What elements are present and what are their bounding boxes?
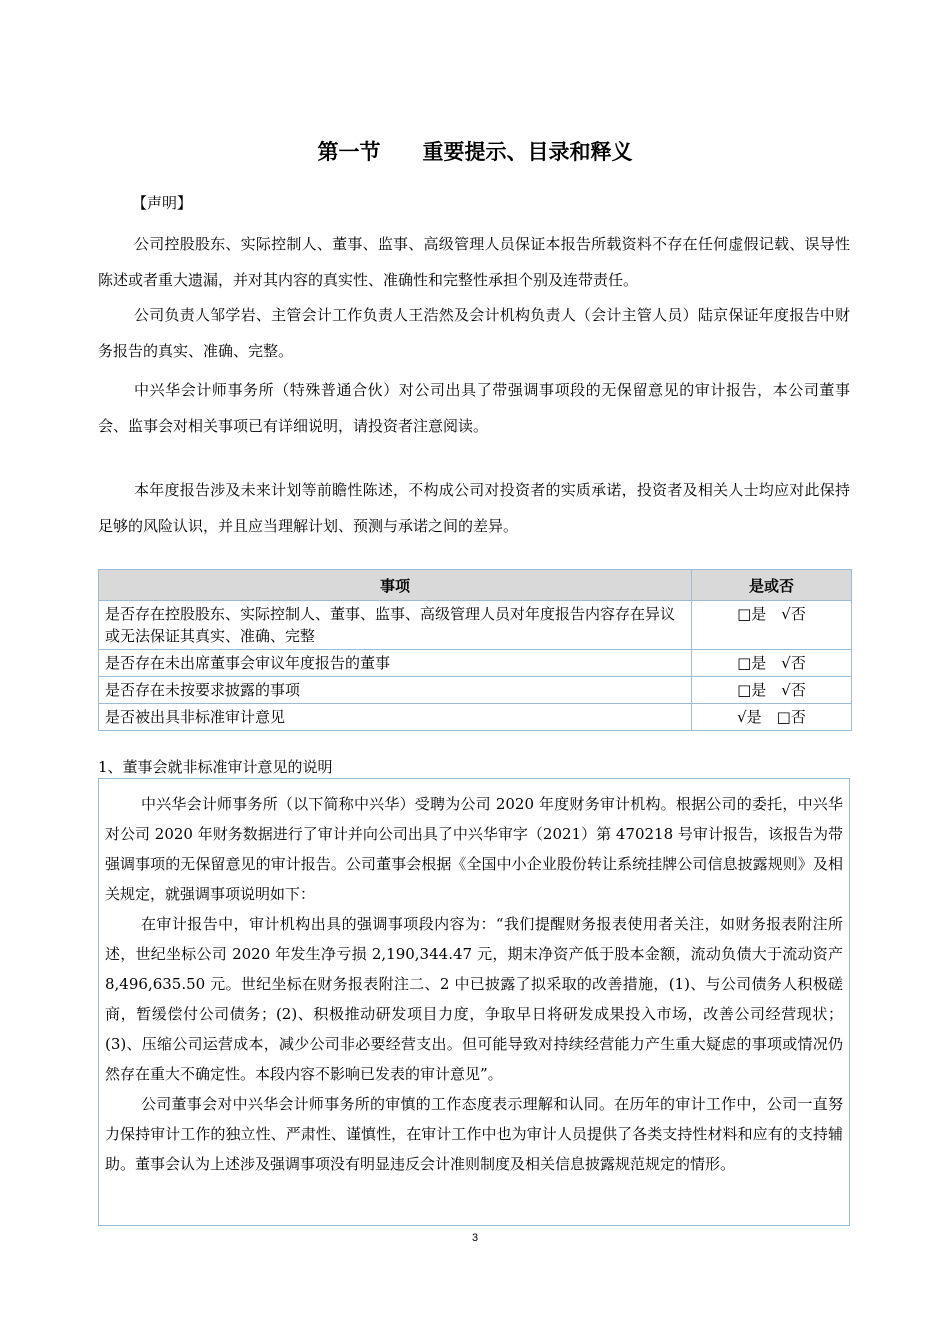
table-row [99,601,852,650]
matters-table [98,569,852,731]
row-item: 是否存在未按要求披露的事项 [99,677,692,704]
statement-label: 【声明】 [132,194,193,212]
explanation-paragraph: 公司董事会对中兴华会计师事务所的审慎的工作态度表示理解和认同。在历年的审计工作中，公司一直努力保持审计工作的独立性、严肃性、谨慎性，在审计工作中也为审计人员提供了各类支持性材料和应有的支持辅助。董事会认为上述涉及强调事项没有明显违反会计准则制度及相关信息披露规范规定的情形。 [105,1095,843,1173]
paragraph-auditor-opinion: 中兴华会计师事务所（特殊普通合伙）对公司出具了带强调事项段的无保留意见的审计报告，本公司董事会、监事会对相关事项已有详细说明，请投资者注意阅读。 [98,381,850,435]
paragraph-forward-looking: 本年度报告涉及未来计划等前瞻性陈述，不构成公司对投资者的实质承诺，投资者及相关人士均应对此保持足够的风险认识，并且应当理解计划、预测与承诺之间的差异。 [98,481,850,535]
explanation-heading: 1、董事会就非标准审计意见的说明 [98,758,333,776]
row-item: 是否存在未出席董事会审议年度报告的董事 [99,650,692,677]
header-answer: 是或否 [692,570,852,601]
table-row [99,650,852,677]
table-header-row [99,570,852,601]
explanation-paragraph: 中兴华会计师事务所（以下简称中兴华）受聘为公司 2020 年度财务审计机构。根据公司的委托，中兴华对公司 2020 年财务数据进行了审计并向公司出具了中兴华审字（2021）第 470218 号审计报告，该报告为带强调事项的无保留意见的审计报告。公司董事会根据《全国中小企业股份转让系统挂牌公司信息披露规则》及相关规定，就强调事项说明如下： [105,795,843,903]
page-number: 3 [471,1232,479,1244]
paragraph-responsible-persons: 公司负责人邹学岩、主管会计工作负责人王浩然及会计机构负责人（会计主管人员）陆京保证年度报告中财务报告的真实、准确、完整。 [98,306,850,360]
section-title: 第一节 重要提示、目录和释义 [317,140,633,164]
table-row [99,677,852,704]
row-item: 是否存在控股股东、实际控制人、董事、监事、高级管理人员对年度报告内容存在异议或无法保证其真实、准确、完整 [99,601,692,650]
row-answer: □是 √否 [692,601,852,650]
row-item: 是否被出具非标准审计意见 [99,704,692,731]
row-answer: √是 □否 [692,704,852,731]
paragraph-guarantee: 公司控股股东、实际控制人、董事、监事、高级管理人员保证本报告所载资料不存在任何虚假记载、误导性陈述或者重大遗漏，并对其内容的真实性、准确性和完整性承担个别及连带责任。 [98,235,850,289]
explanation-box [98,778,850,1226]
table-row [99,704,852,731]
row-answer: □是 √否 [692,677,852,704]
row-answer: □是 √否 [692,650,852,677]
header-item: 事项 [99,570,692,601]
explanation-paragraph: 在审计报告中，审计机构出具的强调事项段内容为：“我们提醒财务报表使用者关注，如财务报表附注所述，世纪坐标公司 2020 年发生净亏损 2,190,344.47 元，期末净资产低于股本金额，流动负债大于流动资产 8,496,635.50 元。世纪坐标在财务报表附注二、2 中已披露了拟采取的改善措施，(1)、与公司债务人积极磋商，暂缓偿付公司债务；(2)、积极推动研发项目力度，争取早日将研发成果投入市场，改善公司经营现状；(3)、压缩公司运营成本，减少公司非必要经营支出。但可能导致对持续经营能力产生重大疑虑的事项或情况仍然存在重大不确定性。本段内容不影响已发表的审计意见”。 [105,915,843,1083]
